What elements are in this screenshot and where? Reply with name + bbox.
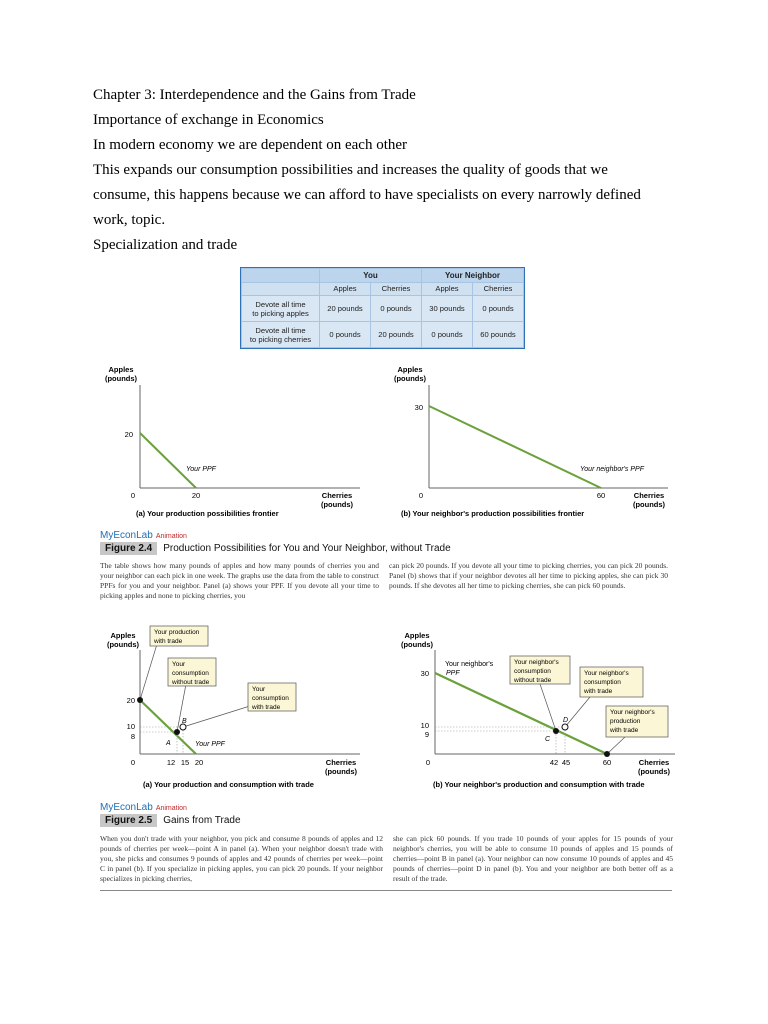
doc-line: This expands our consumption possibilities and increases the quality of goods that we — [93, 162, 608, 178]
x-tick-label: 45 — [561, 758, 571, 767]
ppf-label: Your neighbor's — [445, 661, 494, 668]
table-cell: 20 pounds — [320, 296, 371, 322]
x-tick-label: 60 — [596, 491, 606, 500]
callout-text: Your neighbor's — [584, 670, 629, 677]
point-production-neighbor — [604, 751, 610, 757]
callout-text: production — [610, 718, 641, 725]
y-tick-label: 20 — [126, 696, 135, 705]
callout-text: Your production — [154, 629, 200, 636]
panel-caption: (b) Your neighbor's production possibilities frontier — [401, 509, 585, 518]
origin-label: 0 — [425, 758, 431, 767]
table-cell: 60 pounds — [473, 322, 524, 348]
doc-line: work, topic. — [93, 212, 166, 228]
y-axis-unit: (pounds) — [104, 374, 138, 383]
point-a — [174, 729, 180, 735]
figure-caption: can pick 20 pounds. If you devote all your time to picking cherries, you can pick 20 pounds. Panel (b) shows that if your neighbor devotes all her time to picking apples, she can pick 30 pounds. If she devotes all her time to picking cherries, she can pick 60 pounds. — [389, 561, 668, 590]
callout-leader — [607, 737, 625, 754]
y-axis-title: Apples — [404, 631, 430, 640]
callout-leader — [183, 706, 250, 727]
panel-caption: (a) Your production and consumption with trade — [143, 780, 314, 789]
x-tick-label: 60 — [602, 758, 612, 767]
figure-caption: she can pick 60 pounds. If you trade 10 pounds of your apples for 15 pounds of your neighbor's cherries, you will be able to consume 10 pounds of apples and 15 pounds of cherries—point B in panel (a). Your neighbor can now consume 10 pounds of apples and 45 pounds of cherries—point D in panel (b). You and your neighbor are both better off as a result of the trade. — [393, 834, 673, 883]
table-row-label: Devote all time to picking cherries — [242, 322, 320, 348]
origin-label: 0 — [130, 491, 136, 500]
animation-text: Animation — [155, 805, 187, 812]
callout-text: without trade — [514, 677, 552, 684]
callout-text: without trade — [172, 679, 210, 686]
x-axis-title: Cherries — [638, 758, 670, 767]
y-axis-title: Apples — [397, 365, 423, 374]
y-axis-title: Apples — [110, 631, 136, 640]
x-tick-label: 20 — [191, 491, 201, 500]
x-axis-title: Cherries — [325, 758, 357, 767]
x-axis-unit: (pounds) — [324, 767, 358, 776]
animation-text: Animation — [155, 533, 187, 540]
table-cell: 0 pounds — [422, 322, 473, 348]
myeconlab-text: MyEconLab — [100, 530, 153, 541]
x-tick-label: 20 — [194, 758, 204, 767]
table-col-header: Cherries — [371, 282, 422, 296]
figure-title-text: Production Possibilities for You and Your Neighbor, without Trade — [163, 543, 451, 554]
figure-number: Figure 2.5 — [100, 814, 157, 827]
callout-text: consumption — [172, 670, 209, 677]
section-heading: Specialization and trade — [93, 237, 238, 253]
table-col-header: Apples — [422, 282, 473, 296]
point-b-label: B — [182, 718, 187, 725]
myeconlab-badge — [100, 797, 187, 815]
table-group-you: You — [320, 269, 422, 283]
callout-text: consumption — [514, 668, 551, 675]
doc-line: Importance of exchange in Economics — [93, 112, 324, 128]
ppf-label: Your PPF — [186, 466, 216, 473]
callout-text: consumption — [252, 695, 289, 702]
myeconlab-text: MyEconLab — [100, 802, 153, 813]
callout-leader — [565, 697, 590, 727]
x-tick-label: 12 — [166, 758, 176, 767]
x-axis-unit: (pounds) — [632, 500, 666, 509]
y-axis-unit: (pounds) — [393, 374, 427, 383]
callout-text: Your neighbor's — [610, 709, 655, 716]
point-d-label: D — [563, 717, 569, 724]
point-c — [553, 728, 559, 734]
y-tick-label: 30 — [420, 669, 429, 678]
chapter-heading: Chapter 3: Interdependence and the Gains from Trade — [93, 87, 416, 103]
ppf-line-you — [140, 433, 196, 488]
y-tick-label: 9 — [424, 730, 429, 739]
y-tick-label: 10 — [126, 722, 135, 731]
table-cell: 0 pounds — [371, 296, 422, 322]
figure-title — [100, 814, 241, 827]
doc-line: In modern economy we are dependent on each other — [93, 137, 408, 153]
callout-text: with trade — [154, 638, 183, 645]
y-tick-label: 20 — [124, 430, 133, 439]
y-axis-unit: (pounds) — [106, 640, 140, 649]
origin-label: 0 — [418, 491, 424, 500]
myeconlab-badge — [100, 525, 187, 543]
y-axis-title: Apples — [108, 365, 134, 374]
callout-text: consumption — [584, 679, 621, 686]
table-group-neighbor: Your Neighbor — [422, 269, 524, 283]
point-c-label: C — [545, 736, 551, 743]
x-axis-title: Cherries — [321, 491, 353, 500]
figure-title-text: Gains from Trade — [163, 815, 241, 826]
divider — [100, 890, 672, 891]
table-cell: 20 pounds — [371, 322, 422, 348]
point-production-you — [137, 697, 143, 703]
table-cell: 0 pounds — [320, 322, 371, 348]
callout-text: Your — [252, 686, 266, 693]
table-col-header: Apples — [320, 282, 371, 296]
point-d — [562, 724, 568, 730]
ppf-label: Your neighbor's PPF — [580, 466, 644, 473]
table-cell: 30 pounds — [422, 296, 473, 322]
y-tick-label: 8 — [130, 732, 135, 741]
point-a-label: A — [166, 740, 171, 747]
x-axis-title: Cherries — [633, 491, 665, 500]
figure-number: Figure 2.4 — [100, 542, 157, 555]
x-tick-label: 15 — [180, 758, 190, 767]
y-axis-unit: (pounds) — [400, 640, 434, 649]
callout-text: with trade — [584, 688, 613, 695]
ppf-label: PPF — [446, 670, 460, 677]
y-tick-label: 30 — [414, 403, 423, 412]
figure-caption: When you don't trade with your neighbor, you pick and consume 8 pounds of apples and 12 pounds of cherries per week—point A in panel (a). When your neighbor doesn't trade with you, she picks and consumes 9 pounds of apples and 42 pounds of cherries per week—point C in panel (b). If you specialize in picking apples, you can pick 20 pounds. If your neighbor specializes in picking cherries, — [100, 834, 383, 883]
y-tick-label: 10 — [420, 721, 429, 730]
panel-caption: (b) Your neighbor's production and consumption with trade — [433, 780, 645, 789]
x-axis-unit: (pounds) — [637, 767, 671, 776]
table-row-label: Devote all time to picking apples — [242, 296, 320, 322]
doc-line: consume, this happens because we can afford to have specialists on every narrowly defined — [93, 187, 641, 203]
origin-label: 0 — [130, 758, 136, 767]
callout-leader — [140, 644, 157, 700]
figure-caption: The table shows how many pounds of apples and how many pounds of cherries you and your neighbor can each pick in one week. The graphs use the data from the table to construct PPFs for you and your neighbor. Panel (a) shows your PPF. If you devote all your time to picking apples and none to picking cherries, you — [100, 561, 379, 600]
callout-text: Your neighbor's — [514, 659, 559, 666]
x-axis-unit: (pounds) — [320, 500, 354, 509]
panel-caption: (a) Your production possibilities frontier — [136, 509, 279, 518]
ppf-line-neighbor — [429, 406, 601, 488]
x-tick-label: 42 — [549, 758, 559, 767]
ppf-label: Your PPF — [195, 741, 225, 748]
callout-text: Your — [172, 661, 186, 668]
table-cell: 0 pounds — [473, 296, 524, 322]
callout-text: with trade — [252, 704, 281, 711]
callout-text: with trade — [610, 727, 639, 734]
figure-title — [100, 542, 451, 555]
table-col-header: Cherries — [473, 282, 524, 296]
